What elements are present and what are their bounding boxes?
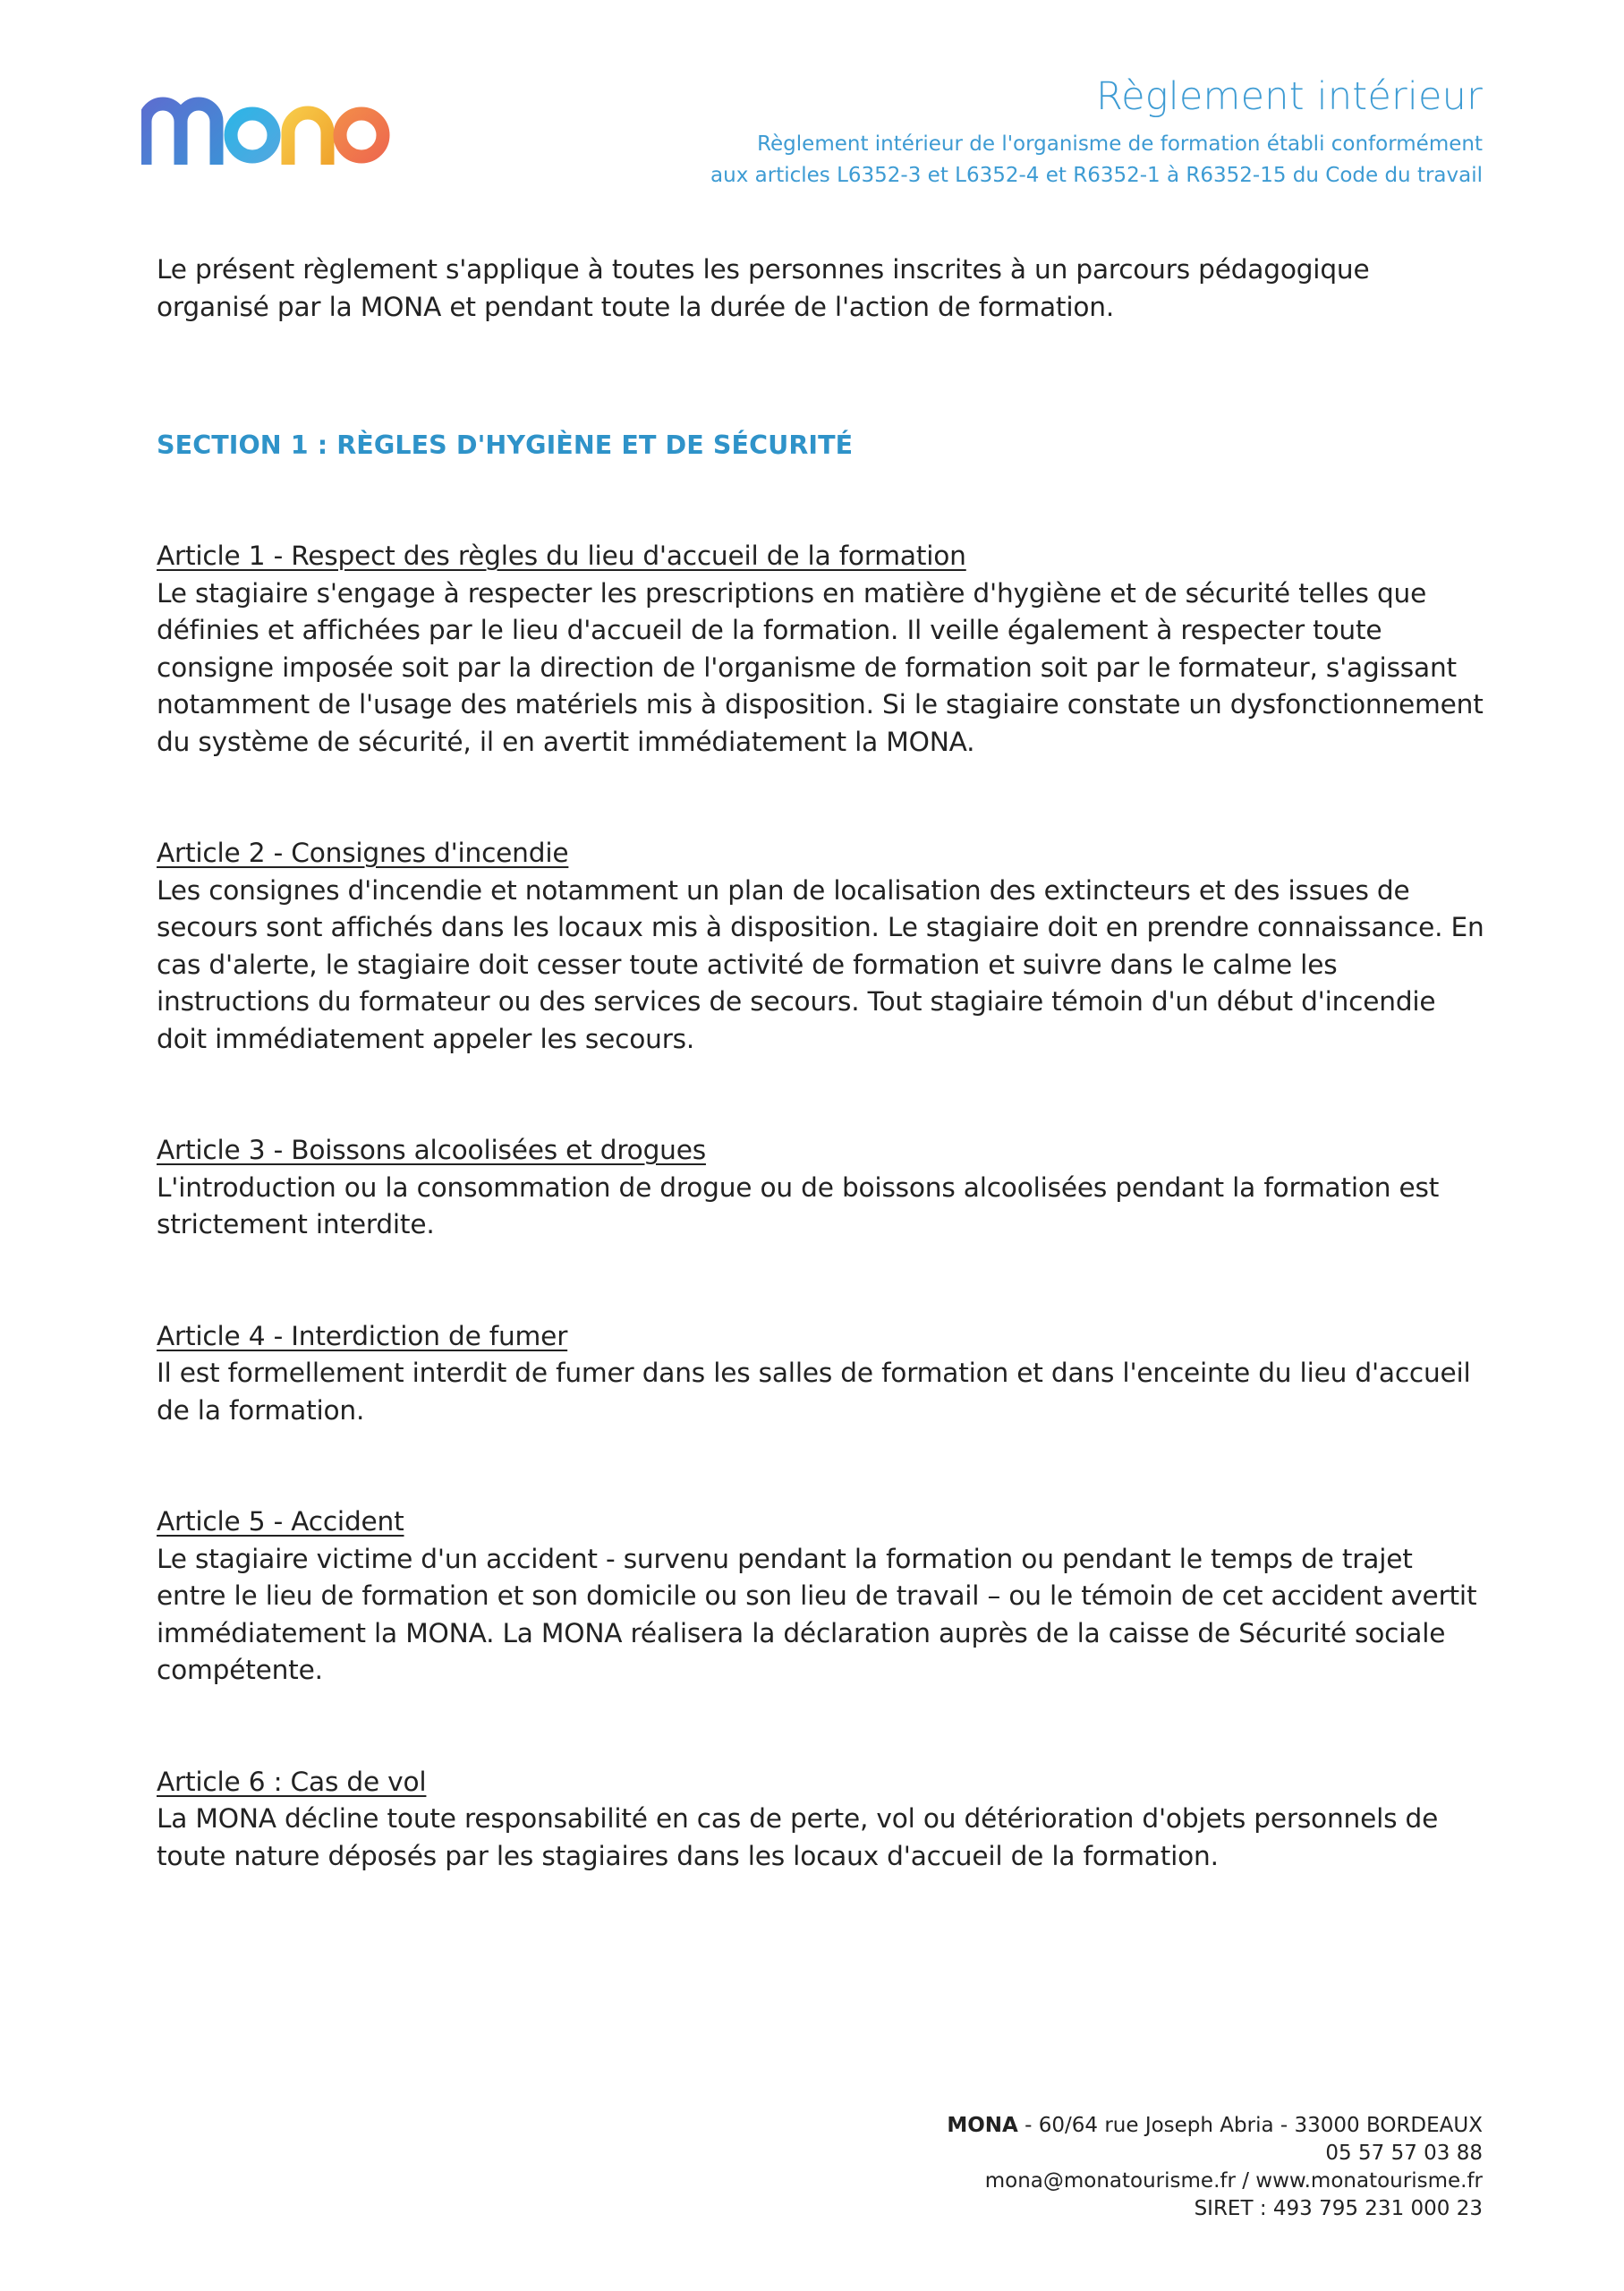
footer-web: mona@monatourisme.fr / www.monatourisme.fr (984, 2169, 1483, 2193)
document-header (677, 73, 1483, 192)
document-footer (947, 2112, 1483, 2223)
footer-siret: SIRET : 493 795 231 000 23 (1194, 2197, 1483, 2220)
article-4 (157, 1318, 1490, 1430)
article-body: Il est formellement interdit de fumer dans les salles de formation et dans l'enceinte du lieu d'accueil de la formation. (157, 1358, 1471, 1426)
footer-phone: 05 57 57 03 88 (1325, 2142, 1483, 2165)
section-title: SECTION 1 : RÈGLES D'HYGIÈNE ET DE SÉCURITÉ (157, 430, 854, 460)
document-title: Règlement intérieur (1095, 74, 1483, 119)
article-body: La MONA décline toute responsabilité en cas de perte, vol ou détérioration d'objets personnels de toute nature déposés par les stagiaires dans les locaux d'accueil de la formation. (157, 1803, 1439, 1871)
article-6 (157, 1764, 1490, 1876)
article-title: Article 4 - Interdiction de fumer (157, 1320, 568, 1351)
article-title: Article 1 - Respect des règles du lieu d'accueil de la formation (157, 541, 966, 571)
intro-paragraph: Le présent règlement s'applique à toutes les personnes inscrites à un parcours pédagogique organisé par la MONA et pendant toute la durée de l'action de formation. (157, 254, 1370, 322)
article-title: Article 6 : Cas de vol (157, 1766, 427, 1797)
article-3 (157, 1132, 1490, 1244)
article-body: L'introduction ou la consommation de drogue ou de boissons alcoolisées pendant la formation est strictement interdite. (157, 1171, 1440, 1239)
article-2 (157, 835, 1490, 1058)
article-title: Article 2 - Consignes d'incendie (157, 838, 569, 868)
article-body: Les consignes d'incendie et notamment un plan de localisation des extincteurs et des issues de secours sont affichés dans les locaux mis à disposition. Le stagiaire doit en prendre connaissance. En cas d'alerte, le stagiaire doit cesser toute activité de formation et suivre dans le calme les instructions du formateur ou des services de secours. Tout stagiaire témoin d'un début d'incendie doit immédiatement appeler les secours. (157, 874, 1484, 1054)
document-subtitle-line-2: aux articles L6352-3 et L6352-4 et R6352-1 à R6352-15 du Code du travail (710, 164, 1483, 187)
article-body: Le stagiaire victime d'un accident - survenu pendant la formation ou pendant le temps de trajet entre le lieu de formation et son domicile ou son lieu de travail – ou le témoin de cet accident avertit immédiatement la MONA. La MONA réalisera la déclaration auprès de la caisse de Sécurité sociale compétente. (157, 1543, 1477, 1685)
document-subtitle-line-1: Règlement intérieur de l'organisme de formation établi conformément (757, 132, 1483, 156)
document-body (157, 251, 1490, 1949)
footer-company: MONA (947, 2114, 1018, 2137)
article-body: Le stagiaire s'engage à respecter les prescriptions en matière d'hygiène et de sécurité telles que définies et affichées par le lieu d'accueil de la formation. Il veille également à respecter toute consigne imposée soit par la direction de l'organisme de formation soit par le formateur, s'agissant notamment de l'usage des matériels mis à disposition. Si le stagiaire constate un dysfonctionnement du système de sécurité, il en avertit immédiatement la MONA. (157, 577, 1484, 757)
footer-address-line (947, 2112, 1483, 2140)
footer-address: - 60/64 rue Joseph Abria - 33000 BORDEAUX (1017, 2114, 1483, 2137)
article-title: Article 3 - Boissons alcoolisées et drogues (157, 1135, 706, 1165)
article-1 (157, 538, 1490, 761)
article-5 (157, 1503, 1490, 1690)
mona-logo (141, 86, 394, 166)
article-title: Article 5 - Accident (157, 1506, 404, 1537)
